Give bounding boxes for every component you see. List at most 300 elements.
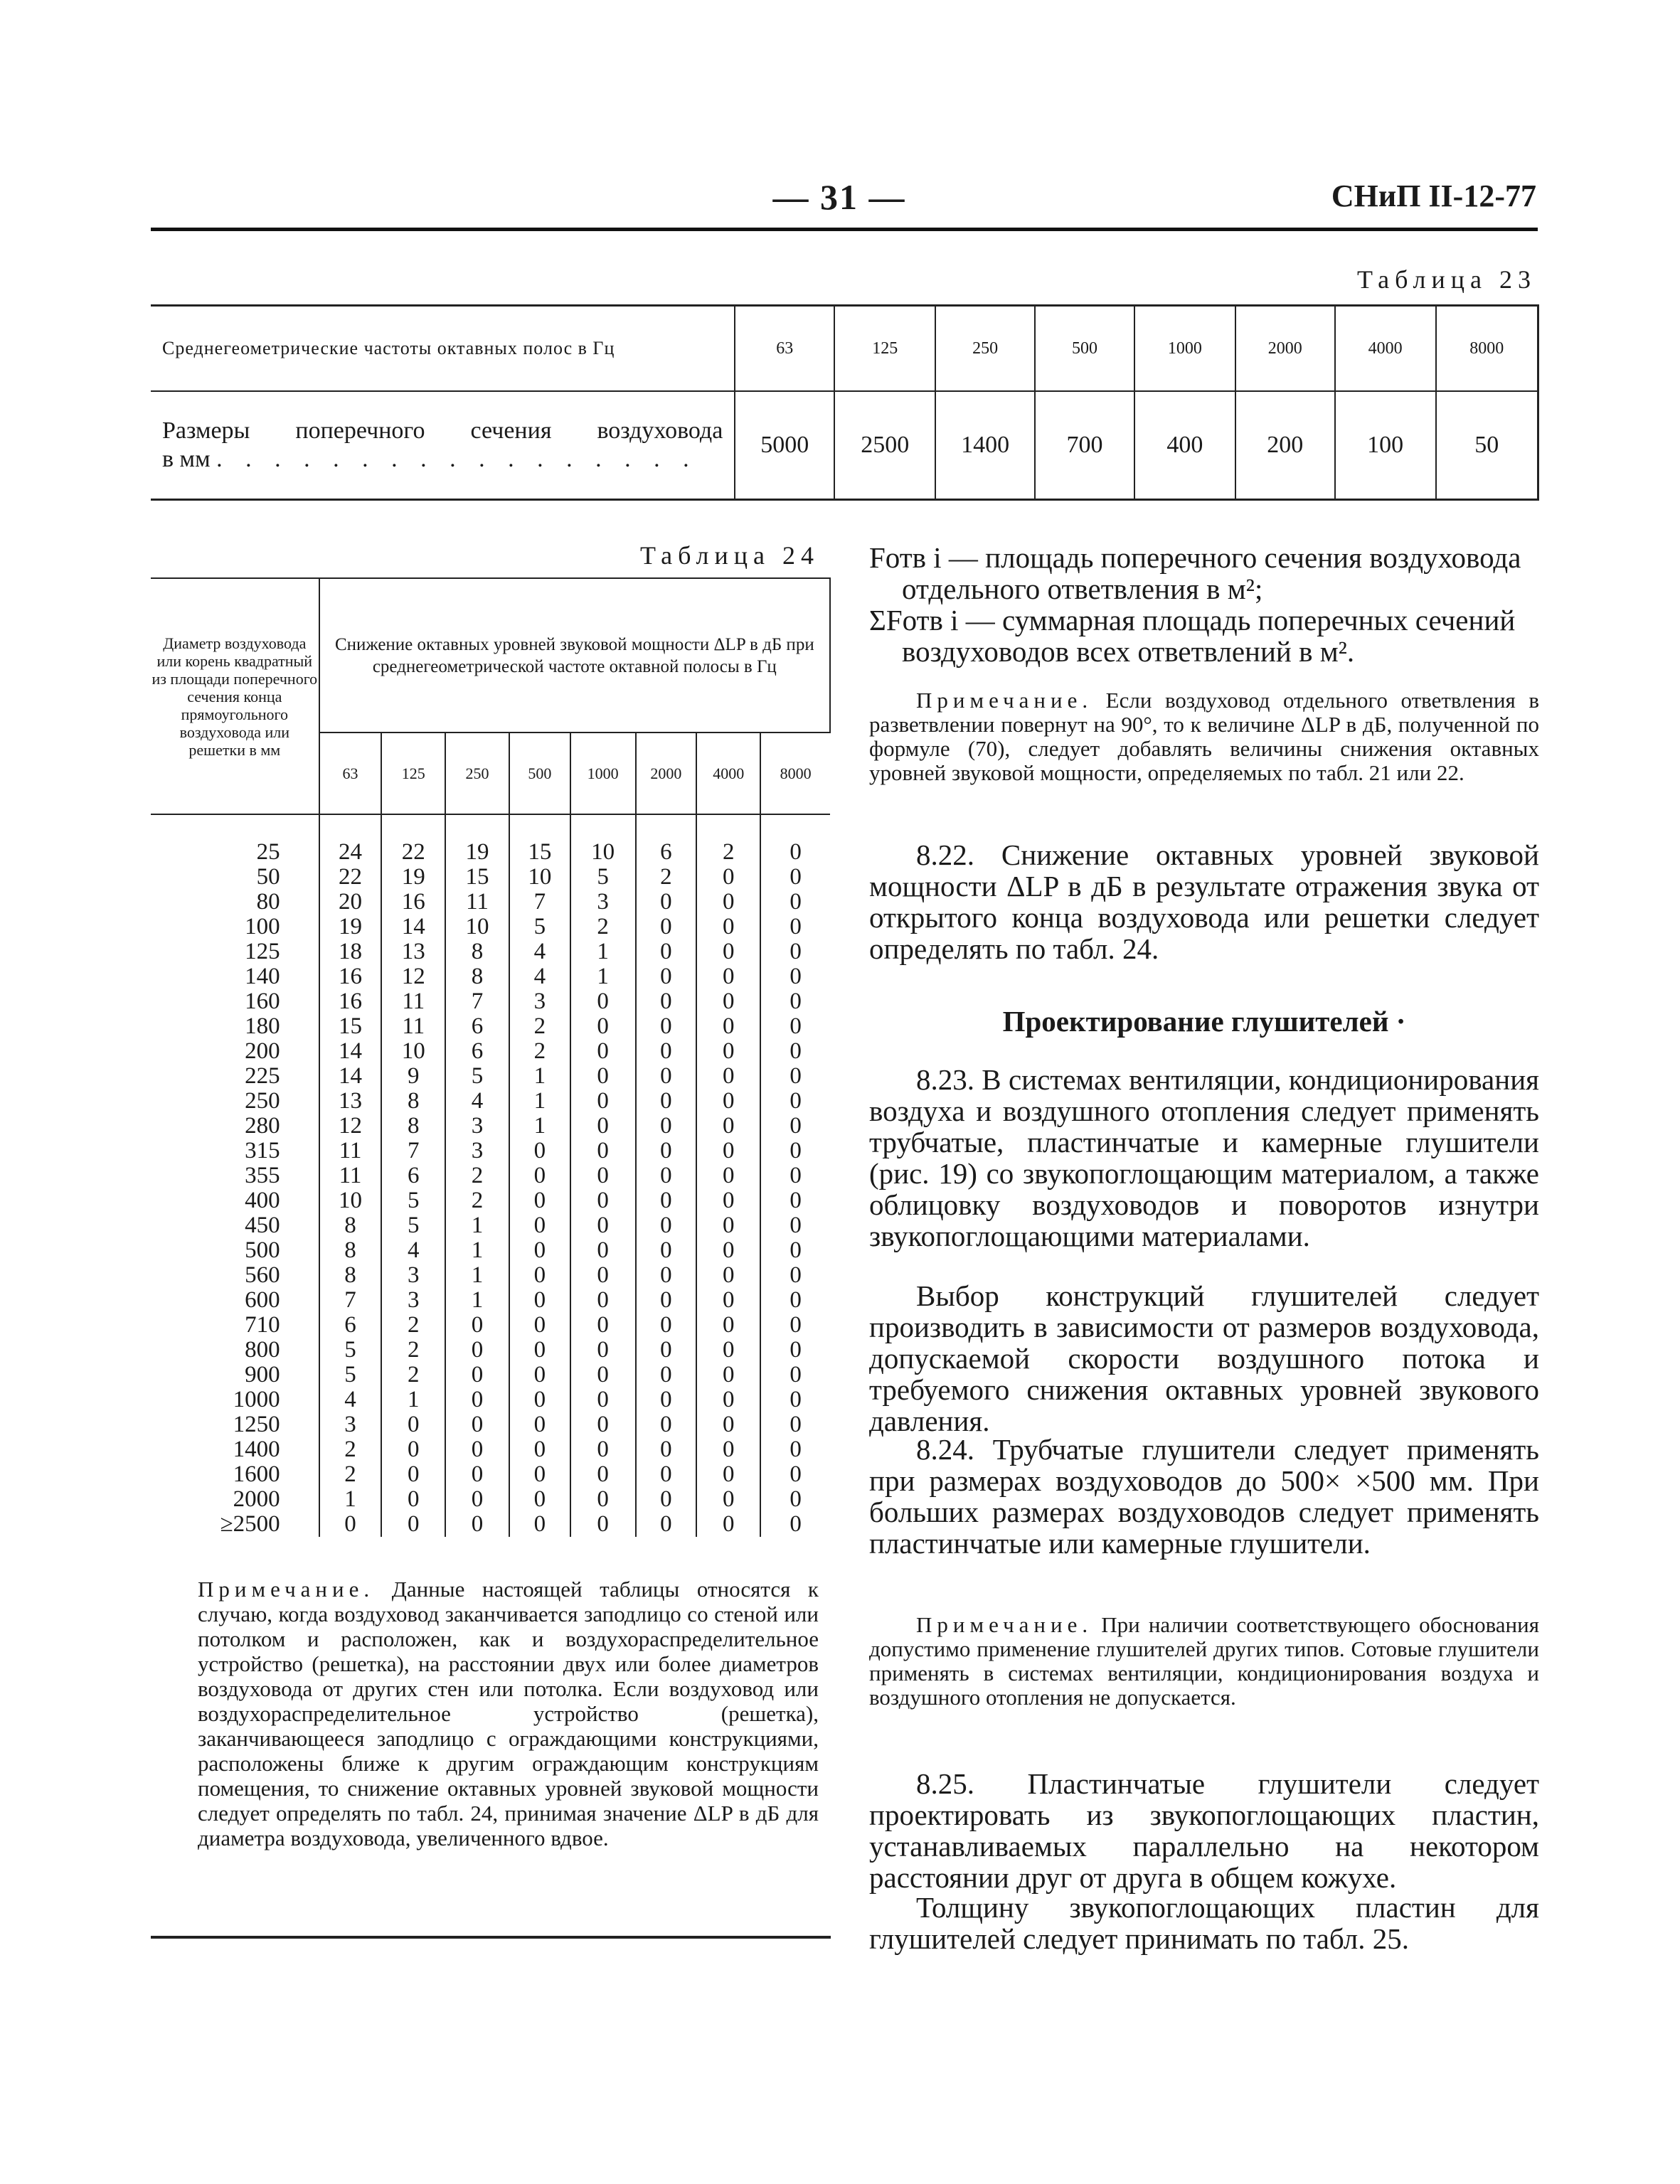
table-24-value-cell: 0	[570, 1313, 636, 1338]
table-24-value-cell: 12	[319, 1114, 382, 1139]
table-24-value-cell: 0	[636, 1487, 697, 1512]
table-24-value-cell: 0	[509, 1238, 570, 1263]
table-24-value-cell: 0	[570, 1114, 636, 1139]
table-24-value-cell: 0	[760, 964, 830, 989]
table-24-value-cell: 15	[509, 840, 570, 865]
table-24-value-cell: 2	[319, 1437, 382, 1462]
table-24-diameter-cell: 80	[256, 889, 280, 915]
table-24-value-cell: 0	[636, 1387, 697, 1412]
paragraph-number: 8.23.	[916, 1063, 974, 1096]
table-24-value-cell: 13	[319, 1089, 382, 1114]
table-24-value-cell: 3	[381, 1263, 445, 1288]
table-24-value-cell: 0	[760, 1512, 830, 1537]
table-24-value-cell: 0	[760, 1039, 830, 1064]
table-23-row-label-line	[162, 445, 723, 474]
table-24-value-cell: 1	[445, 1213, 509, 1238]
table-24-value-cell: 0	[570, 989, 636, 1014]
table-24-value-cell: 0	[381, 1412, 445, 1437]
table-23-leader-dots: . . . . . . . . . . . . . . . . .	[216, 446, 698, 472]
note-1-label: Примечание.	[916, 688, 1093, 713]
table-24-value-cell: 15	[445, 865, 509, 890]
table-24-value-cell: 19	[381, 865, 445, 890]
table-24-value-cell: 0	[636, 915, 697, 939]
table-23-row-label-unit: в мм	[162, 446, 211, 472]
table-24-value-cell: 0	[509, 1487, 570, 1512]
table-24-value-cell: 0	[509, 1263, 570, 1288]
table-24-value-cell: 0	[760, 1064, 830, 1089]
table-24-value-cell: 6	[445, 1014, 509, 1039]
table-24-value-cell: 11	[319, 1163, 382, 1188]
table-24-value-cell: 0	[696, 1387, 760, 1412]
table-row	[151, 1363, 830, 1387]
table-24-value-cell: 0	[509, 1412, 570, 1437]
table-24-value-cell: 0	[696, 915, 760, 939]
table-23-frequency: 500	[1035, 306, 1134, 392]
table-24-value-cell: 0	[636, 1263, 697, 1288]
table-24-value-cell: 0	[760, 890, 830, 915]
table-24-value-cell: 0	[696, 964, 760, 989]
table-24-value-cell: 0	[445, 1412, 509, 1437]
table-23-frequency: 8000	[1436, 306, 1538, 392]
table-23-size: 700	[1035, 391, 1134, 500]
table-24-value-cell: 8	[319, 1263, 382, 1288]
table-24-value-cell: 0	[760, 1163, 830, 1188]
paragraph-8-25-continued: Толщину звукопоглощающих пластин для глушителей следует принимать по табл. 25.	[869, 1891, 1539, 1955]
table-24-frequency: 8000	[760, 733, 830, 814]
table-24-diameter-cell: 50	[256, 864, 280, 890]
note-2-label: Примечание.	[916, 1612, 1093, 1637]
table-24-value-cell: 1	[570, 939, 636, 964]
table-24-value-cell: 0	[570, 1163, 636, 1188]
table-23-size: 1400	[935, 391, 1035, 500]
table-24-value-cell: 0	[636, 1163, 697, 1188]
table-23-row-label: Среднегеометрические частоты октавных полос в Гц	[151, 306, 735, 392]
table-24-value-cell: 0	[760, 840, 830, 865]
table-23-size: 200	[1235, 391, 1335, 500]
table-24-value-cell: 0	[696, 1014, 760, 1039]
document-code: СНиП II-12-77	[1331, 179, 1536, 213]
table-24-value-cell: 0	[570, 1188, 636, 1213]
table-24-value-cell: 12	[381, 964, 445, 989]
table-24-group-header: Снижение октавных уровней звуковой мощности ΔLP в дБ при среднегеометрической частоте октавной полосы в Гц	[319, 578, 830, 733]
table-24-value-cell: 9	[381, 1064, 445, 1089]
table-23-size: 50	[1436, 391, 1538, 500]
note-2	[869, 1613, 1539, 1710]
table-24-frequency: 500	[509, 733, 570, 814]
table-row	[151, 1263, 830, 1288]
table-row	[151, 1139, 830, 1163]
table-24-value-cell: 8	[381, 1089, 445, 1114]
table-24-value-cell: 5	[509, 915, 570, 939]
table-24-value-cell: 0	[760, 1387, 830, 1412]
table-24-diameter-header: Диаметр воздуховода или корень квадратный из площади поперечного сечения конца прямоугольного воздуховода или решетки в мм	[151, 578, 319, 814]
table-24-value-cell: 0	[696, 1238, 760, 1263]
table-24-value-cell: 0	[696, 1089, 760, 1114]
table-24-value-cell: 0	[696, 1114, 760, 1139]
table-row	[151, 1089, 830, 1114]
table-24-value-cell: 3	[319, 1412, 382, 1437]
table-24-value-cell: 0	[570, 1363, 636, 1387]
table-24-value-cell: 6	[319, 1313, 382, 1338]
table-24-caption: Таблица 24	[640, 541, 819, 570]
table-24-value-cell: 14	[319, 1039, 382, 1064]
table-24-diameter-cell: 1400	[233, 1437, 280, 1462]
table-24-value-cell: 0	[760, 1313, 830, 1338]
table-24-value-cell: 5	[319, 1363, 382, 1387]
table-24-value-cell: 0	[509, 1437, 570, 1462]
table-24-value-cell: 0	[636, 1363, 697, 1387]
table-24-value-cell: 0	[636, 989, 697, 1014]
table-24-value-cell: 0	[760, 1114, 830, 1139]
table-24-value-cell: 0	[760, 939, 830, 964]
table-24-diameter-cell: 500	[245, 1237, 280, 1263]
table-24-value-cell: 3	[381, 1288, 445, 1313]
page-number: — 31 —	[772, 177, 906, 217]
table-23-frequency: 1000	[1134, 306, 1235, 392]
table-24-body	[151, 814, 830, 1537]
table-24-frequency: 250	[445, 733, 509, 814]
table-24-value-cell: 13	[381, 939, 445, 964]
table-24-value-cell: 0	[570, 1487, 636, 1512]
table-24-value-cell: 0	[445, 1462, 509, 1487]
table-24-value-cell: 2	[509, 1014, 570, 1039]
table-24-value-cell: 16	[381, 890, 445, 915]
table-24-value-cell: 0	[760, 1412, 830, 1437]
paragraph-8-22	[869, 839, 1539, 964]
table-24-value-cell: 0	[636, 1064, 697, 1089]
table-24-value-cell: 0	[696, 1288, 760, 1313]
table-row	[151, 890, 830, 915]
table-24-diameter-cell: 400	[245, 1188, 280, 1213]
table-24-value-cell: 8	[319, 1213, 382, 1238]
table-24-value-cell: 0	[636, 1213, 697, 1238]
table-24-diameter-cell: 800	[245, 1337, 280, 1363]
table-24-value-cell: 0	[636, 890, 697, 915]
table-24-diameter-cell: ≥2500	[220, 1511, 280, 1537]
table-24-value-cell: 6	[381, 1163, 445, 1188]
table-24-value-cell: 0	[696, 865, 760, 890]
table-24-value-cell: 14	[319, 1064, 382, 1089]
table-24-frequency: 1000	[570, 733, 636, 814]
table-24-value-cell: 0	[570, 1512, 636, 1537]
table-24-value-cell: 0	[636, 1139, 697, 1163]
table-24-diameter-cell: 25	[256, 839, 280, 865]
table-24-value-cell: 0	[445, 1313, 509, 1338]
table-24-value-cell: 0	[636, 1462, 697, 1487]
table-24-value-cell: 15	[319, 1014, 382, 1039]
table-24-value-cell: 0	[636, 1313, 697, 1338]
table-row	[151, 1163, 830, 1188]
table-24-value-cell: 0	[570, 1338, 636, 1363]
table-24-value-cell: 24	[319, 840, 382, 865]
table-23-frequency: 63	[735, 306, 834, 392]
table-24-value-cell: 0	[696, 1188, 760, 1213]
table-24-value-cell: 0	[636, 1039, 697, 1064]
table-24-value-cell: 0	[760, 1288, 830, 1313]
table-24-note-text: Данные настоящей таблицы относятся к случаю, когда воздуховод заканчивается заподлицо со стеной или потолком и расположен, как и воздухораспределительное устройство (решетка), на расстоянии двух или более диаметров воздуховода от других стен или потолка. Если воздуховод или воздухораспределительное устройство (решетка), заканчивающееся заподлицо с ограждающими конструкциями, расположены ближе к другим ограждающим конструкциям помещения, то снижение октавных уровней звуковой мощности следует определять по табл. 24, принимая значение ΔLP в дБ для диаметра воздуховода, увеличенного вдвое.	[198, 1577, 819, 1850]
table-23-frequency: 2000	[1235, 306, 1335, 392]
table-24-value-cell: 0	[760, 1338, 830, 1363]
table-24-value-cell: 7	[319, 1288, 382, 1313]
table-24-value-cell: 0	[696, 1213, 760, 1238]
table-24-value-cell: 0	[445, 1338, 509, 1363]
table-24-value-cell: 4	[319, 1387, 382, 1412]
table-24-value-cell: 0	[696, 1139, 760, 1163]
table-24-value-cell: 5	[319, 1338, 382, 1363]
table-24-value-cell: 1	[445, 1288, 509, 1313]
paragraph-8-24	[869, 1434, 1539, 1559]
table-24-value-cell: 2	[636, 865, 697, 890]
note-1	[869, 688, 1539, 785]
table-24-value-cell: 2	[696, 840, 760, 865]
table-24-diameter-cell: 250	[245, 1088, 280, 1114]
section-heading-mark: ·	[1388, 1005, 1406, 1038]
table-24-diameter-cell: 160	[245, 989, 280, 1014]
paragraph-text: Снижение октавных уровней звуковой мощности ΔLP в дБ в результате отражения звука от открытого конца воздуховода или решетки следует определять по табл. 24.	[869, 838, 1539, 965]
table-24-value-cell: 0	[381, 1462, 445, 1487]
table-23-size-row	[151, 391, 1538, 500]
table-24-value-cell: 0	[760, 865, 830, 890]
table-24-value-cell: 0	[696, 1163, 760, 1188]
table-24-value-cell: 0	[636, 1338, 697, 1363]
table-23-size: 2500	[834, 391, 935, 500]
table-24-value-cell: 5	[381, 1188, 445, 1213]
paragraph-number: 8.22.	[916, 838, 974, 871]
table-24-diameter-cell: 1600	[233, 1461, 280, 1487]
table-24-value-cell: 0	[381, 1512, 445, 1537]
table-24-value-cell: 2	[381, 1363, 445, 1387]
paragraph-text: В системах вентиляции, кондиционирования воздуха и воздушного отопления следует применять трубчатые, пластинчатые и камерные глушители (рис. 19) со звукопоглощающим материалом, а также облицовку воздуховодов и поворотов изнутри звукопоглощающими материалами.	[869, 1063, 1539, 1252]
table-24-value-cell: 19	[445, 840, 509, 865]
table-24-value-cell: 0	[570, 1238, 636, 1263]
table-24-value-cell: 0	[696, 1487, 760, 1512]
table-24-value-cell: 0	[760, 1437, 830, 1462]
table-24-value-cell: 11	[319, 1139, 382, 1163]
table-24-value-cell: 0	[760, 1213, 830, 1238]
table-24-diameter-cell: 2000	[233, 1486, 280, 1512]
table-24-value-cell: 11	[381, 989, 445, 1014]
table-24-value-cell: 0	[570, 1014, 636, 1039]
table-24-value-cell: 0	[509, 1462, 570, 1487]
table-24-value-cell: 0	[381, 1437, 445, 1462]
table-24-diameter-cell: 560	[245, 1262, 280, 1288]
table-row	[151, 1288, 830, 1313]
table-24-diameter-cell: 1000	[233, 1387, 280, 1412]
table-24-value-cell: 0	[760, 1238, 830, 1263]
table-24-value-cell: 4	[381, 1238, 445, 1263]
table-24-value-cell: 11	[381, 1014, 445, 1039]
section-heading-text: Проектирование глушителей	[1002, 1005, 1389, 1038]
table-24-value-cell: 0	[760, 1462, 830, 1487]
table-24-value-cell: 14	[381, 915, 445, 939]
note-1-text: Если воздуховод отдельного ответвления в разветвлении повернут на 90°, то к величине ΔLP в дБ, полученной по формуле (70), следует добавлять величины снижения октавных уровней звуковой мощности, определяемых по табл. 21 или 22.	[869, 688, 1539, 785]
table-23-frequency: 250	[935, 306, 1035, 392]
table-24-frequency: 2000	[636, 733, 697, 814]
table-24-diameter-cell: 280	[245, 1113, 280, 1139]
table-24-value-cell: 1	[509, 1114, 570, 1139]
table-24-value-cell: 3	[509, 989, 570, 1014]
table-24-value-cell: 2	[570, 915, 636, 939]
header-rule	[151, 228, 1538, 231]
table-24-value-cell: 0	[760, 1363, 830, 1387]
table-23-size: 5000	[735, 391, 834, 500]
table-23-frequency: 4000	[1335, 306, 1436, 392]
table-24-value-cell: 0	[570, 1263, 636, 1288]
table-24-value-cell: 0	[445, 1363, 509, 1387]
table-24-value-cell: 7	[381, 1139, 445, 1163]
table-24-value-cell: 3	[570, 890, 636, 915]
table-24-diameter-cell: 200	[245, 1038, 280, 1064]
table-24-value-cell: 16	[319, 989, 382, 1014]
table-24-value-cell: 0	[570, 1437, 636, 1462]
table-24-value-cell: 0	[696, 1412, 760, 1437]
section-heading	[869, 1004, 1539, 1038]
table-24-value-cell: 0	[570, 1412, 636, 1437]
table-24-value-cell: 10	[319, 1188, 382, 1213]
table-row	[151, 1462, 830, 1487]
table-24-value-cell: 0	[760, 1139, 830, 1163]
table-24-value-cell: 1	[445, 1238, 509, 1263]
table-24-value-cell: 5	[570, 865, 636, 890]
table-row	[151, 1064, 830, 1089]
table-row	[151, 1338, 830, 1363]
table-24-value-cell: 20	[319, 890, 382, 915]
table-row	[151, 1114, 830, 1139]
table-23-row-label	[151, 391, 735, 500]
table-24-value-cell: 0	[509, 1338, 570, 1363]
table-24-bottom-rule	[151, 1936, 831, 1939]
table-24-value-cell: 0	[636, 1288, 697, 1313]
table-24-value-cell: 0	[570, 1039, 636, 1064]
definitions-block	[869, 542, 1539, 667]
table-24-diameter-cell: 125	[245, 939, 280, 964]
table-row	[151, 1512, 830, 1537]
table-24-value-cell: 2	[381, 1338, 445, 1363]
table-24-value-cell: 0	[696, 1338, 760, 1363]
table-24-frequency: 4000	[696, 733, 760, 814]
table-24-value-cell: 1	[381, 1387, 445, 1412]
table-24-value-cell: 0	[760, 1487, 830, 1512]
table-24-frequency: 125	[381, 733, 445, 814]
table-24-value-cell: 0	[696, 1064, 760, 1089]
table-24-value-cell: 0	[570, 1139, 636, 1163]
table-24-value-cell: 8	[445, 939, 509, 964]
table-24-value-cell: 5	[381, 1213, 445, 1238]
table-24-value-cell: 10	[570, 840, 636, 865]
table-24-value-cell: 0	[696, 1512, 760, 1537]
definition-sum-f-branch: ΣFотв i — суммарная площадь поперечных сечений воздуховодов всех ответвлений в м².	[869, 604, 1516, 668]
table-24-value-cell: 0	[570, 1387, 636, 1412]
table-row	[151, 1014, 830, 1039]
table-row	[151, 964, 830, 989]
table-24-value-cell: 6	[445, 1039, 509, 1064]
table-24-value-cell: 6	[636, 840, 697, 865]
table-24-value-cell: 5	[445, 1064, 509, 1089]
table-24-value-cell: 8	[319, 1238, 382, 1263]
table-24-value-cell: 0	[696, 939, 760, 964]
table-24-value-cell: 0	[509, 1163, 570, 1188]
table-24-diameter-cell: 1250	[233, 1412, 280, 1437]
table-24-value-cell: 2	[445, 1163, 509, 1188]
table-24-value-cell: 0	[636, 964, 697, 989]
table-24-value-cell: 0	[509, 1188, 570, 1213]
table-24-value-cell: 0	[760, 1089, 830, 1114]
table-24-value-cell: 10	[509, 865, 570, 890]
table-24-value-cell: 11	[445, 890, 509, 915]
table-23-size: 400	[1134, 391, 1235, 500]
definition-f-branch: Fотв i — площадь поперечного сечения воздуховода отдельного ответвления в м²;	[869, 541, 1521, 605]
table-24-value-cell: 0	[696, 989, 760, 1014]
table-row	[151, 1437, 830, 1462]
table-24-value-cell: 22	[381, 840, 445, 865]
table-24-value-cell: 0	[445, 1512, 509, 1537]
table-24	[151, 577, 831, 1865]
table-24-value-cell: 0	[509, 1313, 570, 1338]
table-24-diameter-cell: 710	[245, 1312, 280, 1338]
table-24-value-cell: 0	[509, 1387, 570, 1412]
table-row	[151, 1487, 830, 1512]
table-24-diameter-cell: 180	[245, 1013, 280, 1039]
table-24-value-cell: 0	[636, 1014, 697, 1039]
table-24-value-cell: 0	[696, 1263, 760, 1288]
table-24-value-cell: 8	[445, 964, 509, 989]
table-row	[151, 989, 830, 1014]
table-24-value-cell: 0	[696, 1039, 760, 1064]
table-row	[151, 1412, 830, 1437]
table-24-value-cell: 0	[509, 1139, 570, 1163]
table-24-value-cell: 16	[319, 964, 382, 989]
table-24-value-cell: 0	[636, 939, 697, 964]
table-row	[151, 1313, 830, 1338]
table-24-value-cell: 1	[319, 1487, 382, 1512]
table-24-diameter-cell: 140	[245, 964, 280, 989]
paragraph-text: Пластинчатые глушители следует проектировать из звукопоглощающих пластин, устанавливаемых параллельно на некотором расстоянии друг от друга в общем кожухе.	[869, 1767, 1539, 1894]
table-24-value-cell: 0	[570, 1462, 636, 1487]
table-row	[151, 1213, 830, 1238]
table-24-diameter-cell: 315	[245, 1138, 280, 1163]
table-24-value-cell: 0	[636, 1089, 697, 1114]
table-24-value-cell: 0	[570, 1089, 636, 1114]
table-24-value-cell: 0	[696, 1313, 760, 1338]
table-24-value-cell: 2	[445, 1188, 509, 1213]
table-24-value-cell: 0	[319, 1512, 382, 1537]
table-24-value-cell: 1	[509, 1064, 570, 1089]
paragraph-8-23-continued: Выбор конструкций глушителей следует производить в зависимости от размеров воздуховода, допускаемой скорости воздушного потока и требуемого снижения октавных уровней звукового давления.	[869, 1279, 1539, 1437]
table-24-value-cell: 0	[696, 1437, 760, 1462]
table-24-diameter-cell: 355	[245, 1163, 280, 1188]
paragraph-text: Трубчатые глушители следует применять при размерах воздуховодов до 500× ×500 мм. При больших размерах воздуховодов следует применять пластинчатые или камерные глушители.	[869, 1433, 1539, 1560]
table-24-diameter-cell: 100	[245, 914, 280, 939]
table-row	[151, 865, 830, 890]
table-24-value-cell: 0	[570, 1288, 636, 1313]
table-24-value-cell: 0	[760, 915, 830, 939]
paragraph-number: 8.24.	[916, 1433, 974, 1466]
table-row	[151, 840, 830, 865]
table-row	[151, 1039, 830, 1064]
table-24-value-cell: 19	[319, 915, 382, 939]
table-23-frequency: 125	[834, 306, 935, 392]
table-row	[151, 1387, 830, 1412]
table-23-frequency-row	[151, 306, 1538, 392]
table-24-value-cell: 7	[445, 989, 509, 1014]
table-24-note-label: Примечание.	[198, 1577, 375, 1602]
table-24-frequency: 63	[319, 733, 382, 814]
table-24-value-cell: 18	[319, 939, 382, 964]
table-24-value-cell: 0	[760, 1263, 830, 1288]
table-24-value-cell: 0	[445, 1437, 509, 1462]
table-24-value-cell: 0	[570, 1213, 636, 1238]
table-24-value-cell: 10	[445, 915, 509, 939]
